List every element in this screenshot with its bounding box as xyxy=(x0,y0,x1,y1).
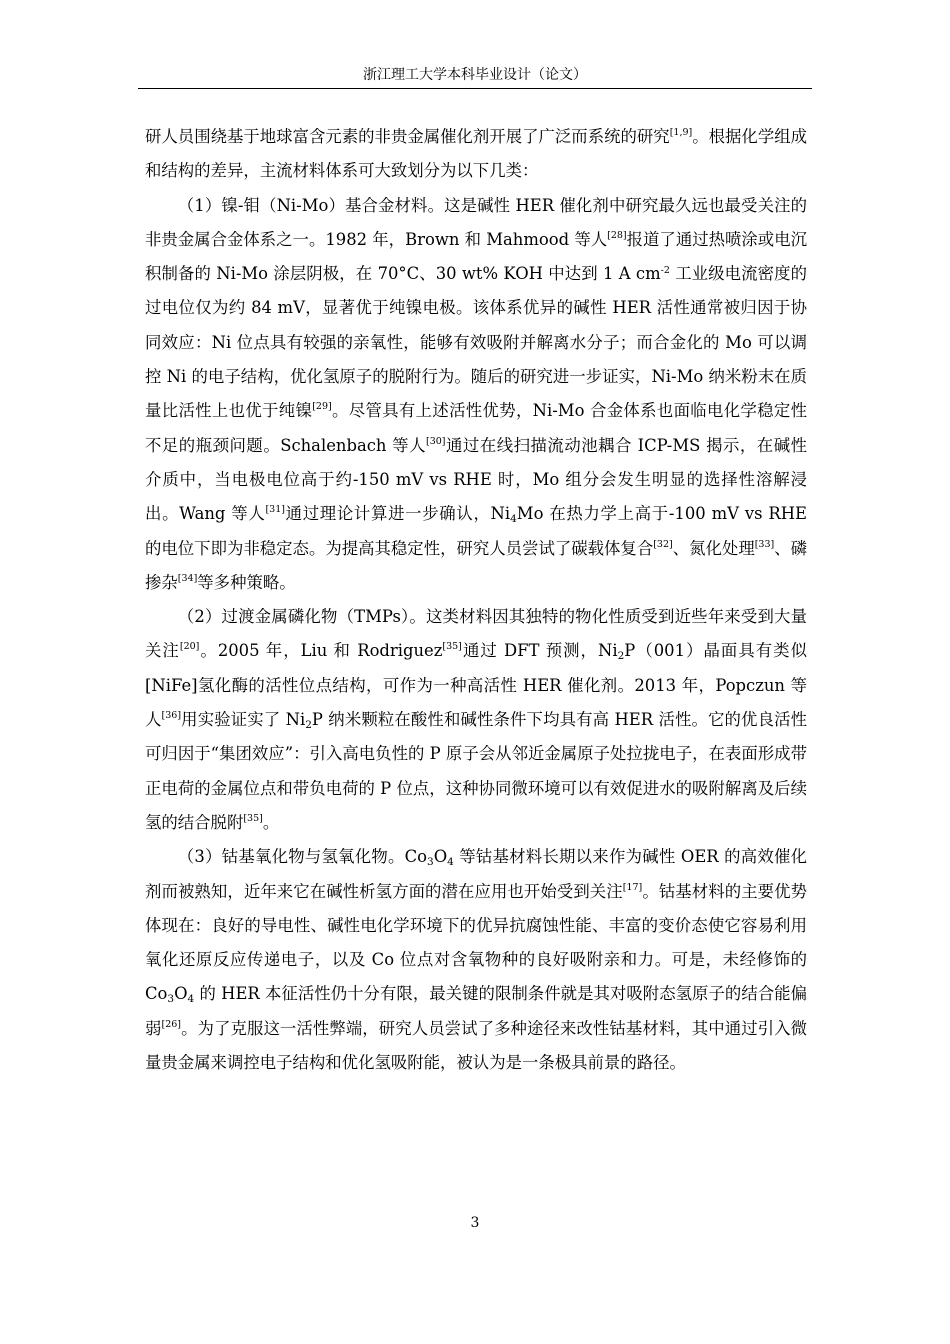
text-run: 通过理论计算进一步确认，Ni xyxy=(284,504,511,524)
citation: [33] xyxy=(754,538,775,550)
text-run: P（001）晶面具有类似[NiFe]氢化酶的活性位点结构，可作为一种高活性 HER 催化剂。2013 年，Popczun 等人 xyxy=(145,641,807,730)
citation: [35] xyxy=(442,641,462,653)
subscript: 4 xyxy=(187,993,195,1006)
text-run: 工业级电流密度的过电位仅为约 84 mV，显著优于纯镍电极。该体系优异的碱性 HER 活性通常被归因于协同效应：Ni 位点具有较强的亲氧性，能够有效吸附并解离水分子；而合金化的 Mo 可以调控 Ni 的电子结构，优化氢原子的脱附行为。随后的研究进一步证实，Ni-Mo 纳米粉末在质量比活性上也优于纯镍 xyxy=(145,264,807,421)
text-run: 、氮化处理 xyxy=(672,538,755,558)
text-run: 。尽管具有上述活性优势，Ni-Mo 合金体系也面临电化学稳定性不足的瓶颈问题。Schalenbach 等人 xyxy=(145,401,808,455)
subscript: 2 xyxy=(617,650,625,663)
text-run: 等钴基材料长期以来作为碱性 OER 的高效催化剂而被熟知，近年来它在碱性析氢方面的潜在应用也开始受到关注 xyxy=(145,847,807,901)
text-run: 用实验证实了 Ni xyxy=(181,710,306,730)
citation: [17] xyxy=(622,881,643,893)
header-rule xyxy=(138,88,812,89)
text-run: 通过在线扫描流动池耦合 ICP-MS 揭示，在碱性介质中，当电极电位高于约-150 mV vs RHE 时，Mo 组分会发生明显的选择性溶解浸出。Wang 等人 xyxy=(145,435,807,524)
citation: [30] xyxy=(425,435,446,447)
running-header: 浙江理工大学本科毕业设计（论文） xyxy=(363,67,587,83)
subscript: 3 xyxy=(167,993,175,1006)
text-run: （2）过渡金属磷化物（TMPs）。这类材料因其独特的物化性质受到近些年来受到大量关注 xyxy=(145,607,807,661)
text-run: （1）镍-钼（Ni-Mo）基合金材料。这是碱性 HER 催化剂中研究最久远也最受关注的非贵金属合金体系之一。1982 年，Brown 和 Mahmood 等人 xyxy=(145,195,807,249)
subscript: 2 xyxy=(305,719,312,732)
text-run: 。 xyxy=(262,812,280,832)
text-run: 通过 DFT 预测，Ni xyxy=(461,641,618,661)
text-run: 的 HER 本征活性仍十分有限，最关键的限制条件就是其对吸附态氢原子的结合能偏弱 xyxy=(145,984,807,1038)
citation: [32] xyxy=(653,538,673,550)
text-run: （3）钴基氧化物与氢氧化物。Co xyxy=(177,847,428,867)
text-run: 。钴基材料的主要优势体现在：良好的导电性、碱性电化学环境下的优异抗腐蚀性能、丰富的变价态使它容易利用氧化还原反应传递电子，以及 Co 位点对含氧物种的良好吸附亲和力。可是，未经修饰的 Co xyxy=(145,881,808,1004)
text-run: 。为了克服这一活性弊端，研究人员尝试了多种途径来改性钴基材料，其中通过引入微量贵金属来调控电子结构和优化氢吸附能，被认为是一条极具前景的路径。 xyxy=(145,1018,808,1073)
citation: [31] xyxy=(265,504,285,516)
citation: [1,9] xyxy=(669,127,693,138)
text-run: O xyxy=(174,984,188,1004)
citation: [29] xyxy=(312,401,332,413)
subscript: 4 xyxy=(447,856,454,869)
superscript: -2 xyxy=(660,265,670,277)
text-run: 、磷掺杂 xyxy=(145,538,808,592)
paragraph-tmps xyxy=(145,600,807,840)
page-number: 3 xyxy=(470,1215,480,1231)
paragraph-cobalt xyxy=(145,840,807,1080)
text-run: 报道了通过热喷涂或电沉积制备的 Ni-Mo 涂层阴极，在 70°C、30 wt% KOH 中达到 1 A cm xyxy=(145,229,807,284)
citation: [35] xyxy=(243,812,263,824)
subscript: 3 xyxy=(427,856,434,869)
citation: [20] xyxy=(179,641,200,653)
text-run: 。根据化学组成和结构的差异，主流材料体系可大致划分为以下几类： xyxy=(145,127,808,181)
text-run: Mo 在热力学上高于-100 mV vs RHE 的电位下即为非稳定态。为提高其稳定性，研究人员尝试了碳载体复合 xyxy=(145,504,808,558)
text-run: 研人员围绕基于地球富含元素的非贵金属催化剂开展了广泛而系统的研究 xyxy=(145,127,670,146)
citation: [26] xyxy=(161,1018,181,1030)
citation: [28] xyxy=(607,229,627,241)
text-run: O xyxy=(433,847,448,867)
paragraph-ni-mo xyxy=(145,189,807,601)
text-run: P 纳米颗粒在酸性和碱性条件下均具有高 HER 活性。它的优良活性可归因于“集团效应”：引入高电负性的 P 原子会从邻近金属原子处拉拢电子，在表面形成带正电荷的金属位点和带负电荷的 P 位点，这种协同微环境可以有效促进水的吸附解离及后续氢的结合脱附 xyxy=(145,710,808,832)
text-run: 等多种策略。 xyxy=(197,572,296,592)
body-text xyxy=(145,120,807,1080)
citation: [36] xyxy=(161,710,182,722)
text-run: 。2005 年，Liu 和 Rodriguez xyxy=(199,641,443,661)
citation: [34] xyxy=(177,572,198,584)
subscript: 4 xyxy=(510,513,517,526)
paragraph-continued xyxy=(145,120,807,189)
